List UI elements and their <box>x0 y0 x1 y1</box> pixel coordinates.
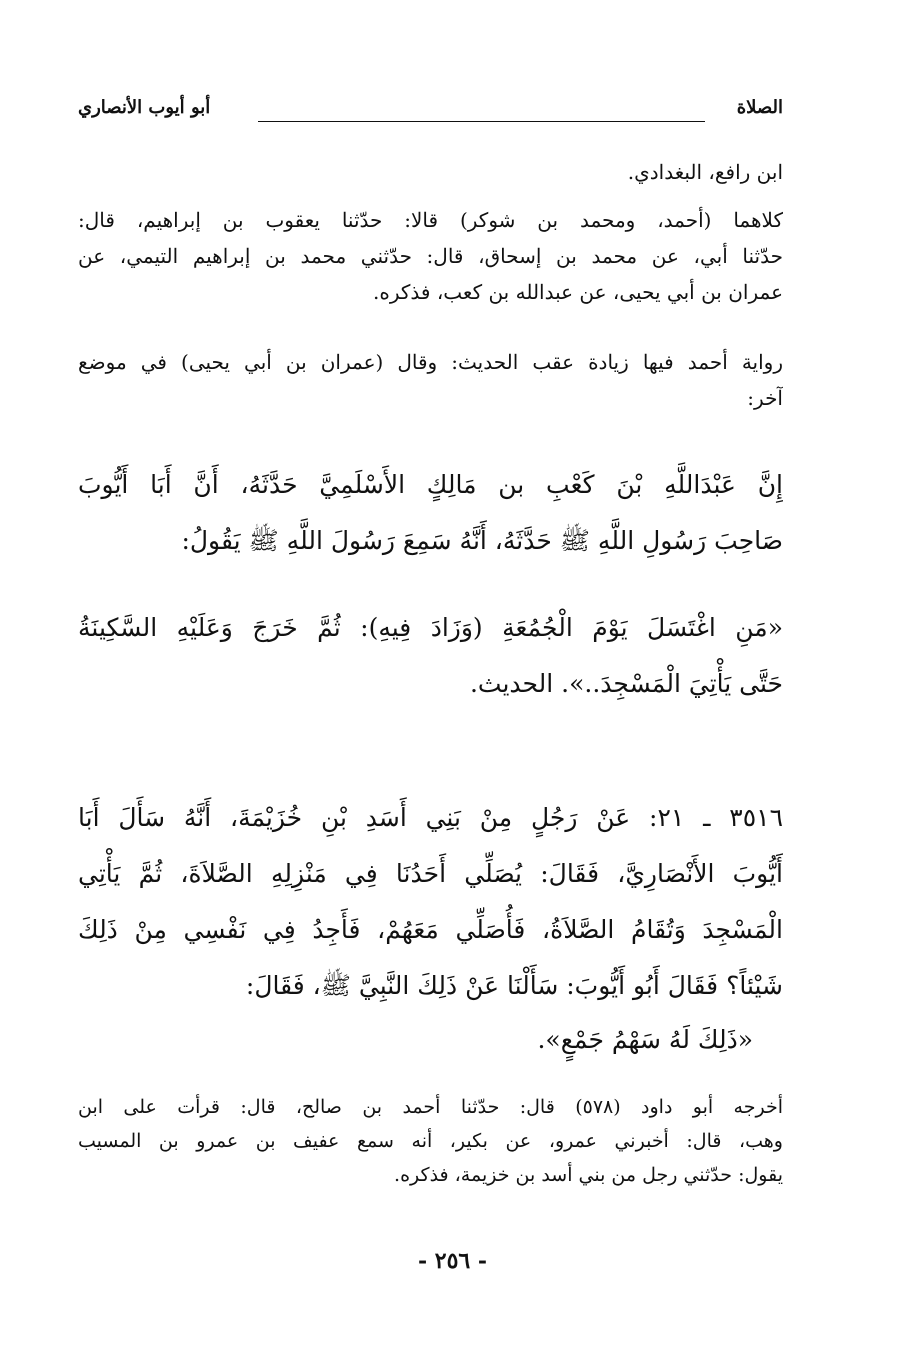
text-line: شَيْئاً؟ فَقَالَ أَبُو أَيُّوبَ: سَأَلْنَا عَنْ ذَلِكَ النَّبِيَّ ﷺ، فَقَالَ: <box>245 971 783 1000</box>
text-line: صَاحِبَ رَسُولِ اللَّهِ ﷺ حَدَّثَهُ، أَنَّهُ سَمِعَ رَسُولَ اللَّهِ ﷺ يَقُولُ: <box>181 526 783 555</box>
hadith-ending <box>78 1012 783 1068</box>
paragraph-ahmad-addition <box>78 344 783 416</box>
text-line: حَتَّى يَأْتِيَ الْمَسْجِدَ..». الحديث. <box>469 669 783 698</box>
page-number: - ٢٥٦ - <box>417 1248 488 1274</box>
quote-hadith-text <box>78 600 783 712</box>
footnote-takhrij <box>78 1090 783 1192</box>
text-line: إِنَّ عَبْدَاللَّهِ بْنَ كَعْبِ بن مَالِكٍ الأَسْلَمِيَّ حَدَّثَهُ، أَنَّ أَبَا أَيُّوبَ <box>78 470 783 499</box>
text-line: «ذَلِكَ لَهُ سَهْمُ جَمْعٍ». <box>537 1025 753 1054</box>
header-section-title: الصلاة <box>736 97 783 118</box>
text-line: «مَنِ اغْتَسَلَ يَوْمَ الْجُمُعَةِ (وَزَادَ فِيهِ): ثُمَّ خَرَجَ وَعَلَيْهِ السَّكِينَةُ <box>78 613 783 642</box>
text-line: يقول: حدّثني رجل من بني أسد بن خزيمة، فذكره. <box>394 1164 783 1186</box>
text-line: حدّثنا أبي، عن محمد بن إسحاق، قال: حدّثني محمد بن إبراهيم التيمي، عن <box>78 244 783 268</box>
header-chapter-title: أبو أيوب الأنصاري <box>78 97 211 118</box>
text-line: عمران بن أبي يحيى، عن عبدالله بن كعب، فذكره. <box>373 280 783 304</box>
header-rule <box>258 121 705 122</box>
paragraph-chain <box>78 202 783 310</box>
text-line: آخر: <box>747 386 783 410</box>
text-line: وهب، قال: أخبرني عمرو، عن بكير، أنه سمع عفيف بن عمرو بن المسيب <box>78 1130 783 1152</box>
text-line: أخرجه أبو داود (٥٧٨) قال: حدّثنا أحمد بن صالح، قال: قرأت على ابن <box>78 1096 783 1118</box>
text-line: الْمَسْجِدَ وَتُقَامُ الصَّلاَةُ، فَأُصَلِّي مَعَهُمْ، فَأَجِدُ فِي نَفْسِي مِنْ ذَلِكَ <box>78 915 783 944</box>
text-line-intro <box>78 154 783 190</box>
text-line: أَيُّوبَ الأَنْصَارِيَّ، فَقَالَ: يُصَلِّي أَحَدُنَا فِي مَنْزِلِهِ الصَّلاَةَ، ثُمَّ يَأْتِي <box>78 859 783 888</box>
text-line: كلاهما (أحمد، ومحمد بن شوكر) قالا: حدّثنا يعقوب بن إبراهيم، قال: <box>78 208 783 232</box>
quote-narration <box>78 457 783 569</box>
running-header <box>78 95 783 129</box>
text-line: رواية أحمد فيها زيادة عقب الحديث: وقال (عمران بن أبي يحيى) في موضع <box>78 350 783 374</box>
hadith-3516 <box>78 790 783 1014</box>
text-line: ٣٥١٦ ـ ٢١: عَنْ رَجُلٍ مِنْ بَنِي أَسَدِ بْنِ خُزَيْمَةَ، أَنَّهُ سَأَلَ أَبَا <box>78 803 783 832</box>
text-line: ابن رافع، البغدادي. <box>627 160 783 184</box>
